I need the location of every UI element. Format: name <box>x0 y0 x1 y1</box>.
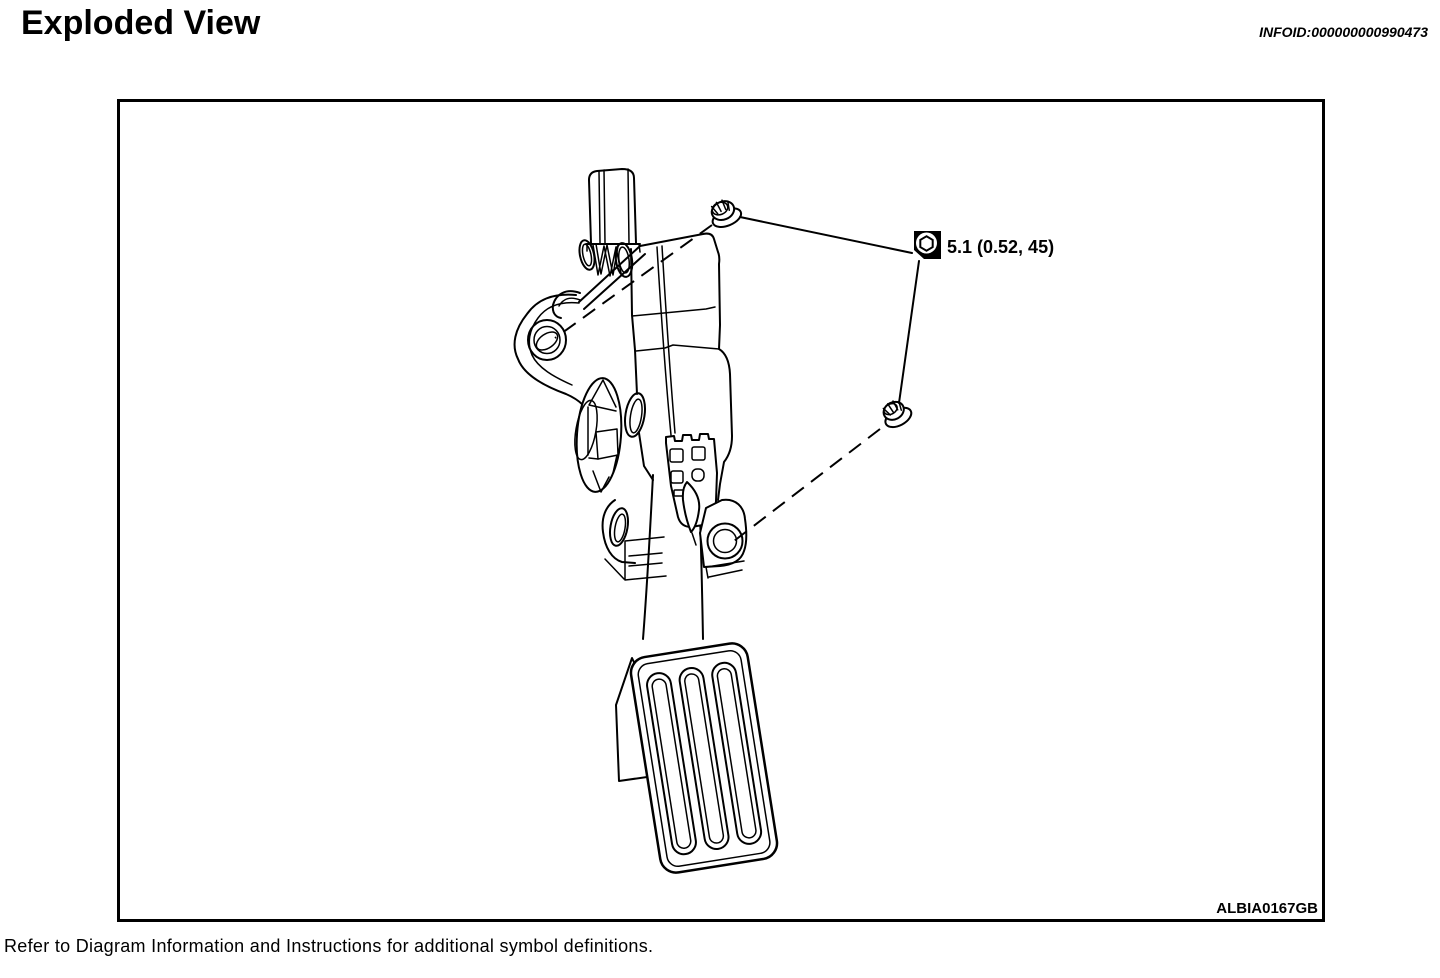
nut-torque-symbol-icon <box>914 231 941 259</box>
figure-code: ALBIA0167GB <box>1212 900 1318 917</box>
torque-value: 5.1 (0.52, 45) <box>947 237 1055 257</box>
page-title: Exploded View <box>21 4 261 42</box>
accelerator-pedal-exploded-drawing <box>120 102 1322 919</box>
nut-lower <box>878 396 914 431</box>
leader-solid-upper <box>740 217 912 253</box>
figure-frame <box>117 99 1325 922</box>
leader-dashed-lower <box>734 429 880 541</box>
infoid-label: INFOID:000000000990473 <box>1259 24 1428 40</box>
footer-note: Refer to Diagram Information and Instructions for additional symbol definitions. <box>4 936 654 956</box>
leader-solid-lower <box>899 261 919 403</box>
